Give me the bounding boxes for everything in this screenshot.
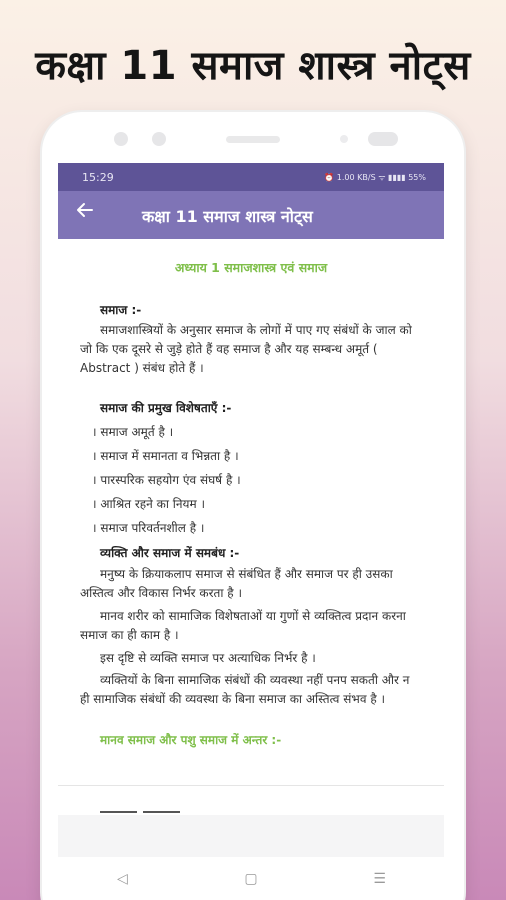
samaj-paragraph: समाजशास्त्रियों के अनुसार समाज के लोगों में पाए गए संबंधों के जाल को जो कि एक दूसरे से जुड़े होते हैं वह समाज है और यह सम्बन्ध अमूर्त ( Abstract ) संबंध होते हैं । <box>80 323 412 375</box>
list-item: । समाज अमूर्त है । <box>92 425 174 439</box>
banner-area <box>58 815 444 857</box>
promo-headline: कक्षा 11 समाज शास्त्र नोट्स <box>35 43 471 89</box>
app-screen <box>58 163 444 900</box>
relation-paragraph: मनुष्य के क्रियाकलाप समाज से संबंधित हैं और समाज पर ही उसका अस्तित्व और विकास निर्भर करता है । <box>80 567 393 600</box>
list-item: । पारस्परिक सहयोग एंव संघर्ष है । <box>92 473 241 487</box>
status-icons: ⏰ 1.00 KB/S ᯤ ▮▮▮▮ 55% <box>324 173 426 182</box>
status-bar <box>58 163 444 191</box>
list-item: । समाज परिवर्तनशील है । <box>92 521 205 535</box>
menu-nav-icon[interactable]: ☰ <box>373 870 386 887</box>
list-item: । आश्रित रहने का नियम । <box>92 497 206 511</box>
content-divider <box>58 785 444 786</box>
speaker-grille <box>226 136 280 143</box>
app-bar-title: कक्षा 11 समाज शास्त्र नोट्स <box>142 207 313 226</box>
home-nav-icon[interactable]: ▢ <box>244 870 258 887</box>
back-nav-icon[interactable]: ◁ <box>116 870 128 887</box>
arrow-left-icon[interactable] <box>76 201 94 225</box>
camera-dot <box>152 132 166 146</box>
sensor-dot <box>340 135 348 143</box>
samaj-heading: समाज :- <box>100 303 142 317</box>
banner-placeholder-lines <box>100 811 180 813</box>
relation-heading: व्यक्ति और समाज में समबंध :- <box>100 546 240 560</box>
system-nav-bar <box>58 857 444 900</box>
list-item: । समाज में समानता व भिन्नता है । <box>92 449 239 463</box>
relation-paragraph: मानव शरीर को सामाजिक विशेषताओं या गुणों से व्यक्तित्व प्रदान करना समाज का ही काम है । <box>80 609 406 642</box>
sensor-pill <box>368 132 398 146</box>
chapter-title: अध्याय 1 समाजशास्त्र एवं समाज <box>174 260 328 275</box>
camera-dot <box>114 132 128 146</box>
relation-paragraph: इस दृष्टि से व्यक्ति समाज पर अत्याधिक निर्भर है । <box>100 651 316 665</box>
features-heading: समाज की प्रमुख विशेषताएँ :- <box>100 401 232 415</box>
relation-paragraph: व्यक्तियों के बिना सामाजिक संबंधों की व्यवस्था नहीं पनप सकती और न ही सामाजिक संबंधों की व्यवस्था के बिना समाज का अस्तित्व संभव है । <box>80 673 410 706</box>
status-time: 15:29 <box>82 171 114 184</box>
app-bar <box>58 191 444 239</box>
next-section-heading: मानव समाज और पशु समाज में अन्तर :- <box>100 733 282 747</box>
